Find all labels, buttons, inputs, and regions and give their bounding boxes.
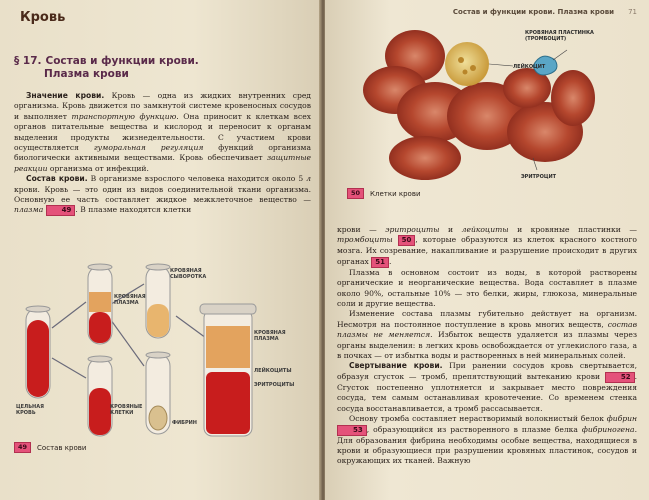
term-italic: фибрин: [606, 414, 637, 424]
label-line: ПЛАЗМА: [254, 336, 279, 342]
running-head-title: Состав и функции крови. Плазма крови: [452, 8, 615, 16]
text-span: крови. Кровь — это один из видов соединительной ткани организма. Основную ее часть составляет жидкое межклеточное вещество —: [14, 184, 311, 205]
label-line: КЛЕТКИ: [110, 410, 134, 416]
paragraph-fibrin: [337, 414, 637, 467]
label-line: ЦЕЛЬНАЯ: [16, 404, 44, 410]
tube-serum: [146, 264, 170, 338]
term-italic: фибриногена.: [581, 424, 637, 434]
tube-plasma: [88, 264, 112, 344]
text-span: .: [388, 256, 392, 266]
label-whole-blood: [16, 404, 44, 416]
figure-ref-badge[interactable]: 53: [337, 425, 367, 436]
tube-cells: [88, 356, 112, 436]
label-leukocytes: ЛЕЙКОЦИТЫ: [254, 368, 292, 374]
label-line: (ТРОМБОЦИТ): [525, 36, 567, 42]
paragraph-title-line-2: Плазма крови: [44, 68, 129, 80]
label-cells: [110, 404, 143, 416]
label-line: СЫВОРОТКА: [170, 274, 207, 280]
section-title: Кровь: [20, 10, 66, 25]
text-span: Кровь — одна из жидких внутренних сред организма. Кровь движется по замкнутой системе кровеносных сосудов и выполняет: [14, 91, 311, 121]
text-span: В организме взрослого человека находится около 5: [87, 174, 307, 184]
label-erythrocyte: ЭРИТРОЦИТ: [521, 174, 557, 180]
label-line: КРОВЯНАЯ: [114, 294, 146, 300]
text-span: и: [439, 225, 462, 234]
text-span: и кровяные пластинки —: [508, 225, 638, 234]
paragraph-number: § 17.: [14, 55, 42, 67]
label-platelet: [525, 30, 594, 42]
text-span: Изменение состава плазмы губительно действует на организм. Несмотря на постоянное поступление в кровь многих веществ,: [337, 309, 637, 329]
term-italic: транспортную функцию.: [71, 111, 179, 121]
text-span: Для образования фибрина необходимы особые вещества, находящиеся в крови и образующиеся при разрушении кровяных пластинок, сосудов и окружающих их тканей. Важную: [337, 435, 637, 466]
text-span: . Сгусток постепенно уплотняется и закрывает место повреждения сосуда, тем самым останавливая кровотечение. Со временем стенка сосуда восстанавливается, а тромб рассасывается.: [337, 371, 637, 413]
right-page: [325, 0, 649, 500]
right-body-text: [337, 225, 637, 467]
label-fibrin: ФИБРИН: [172, 420, 197, 426]
term-italic: состав плазмы не меняется.: [337, 319, 637, 340]
label-leukocyte: ЛЕЙКОЦИТ: [513, 64, 546, 70]
label-line: ПЛАЗМА: [114, 300, 139, 306]
label-line: КРОВЯНАЯ ПЛАСТИНКА: [525, 30, 594, 36]
running-head: [337, 8, 637, 16]
leukocyte: [445, 42, 489, 86]
figure-ref-badge[interactable]: 49: [46, 205, 76, 216]
text-span: При ранении сосудов кровь свертывается, образуя сгусток — тромб, препятствующий вытеканию крови: [337, 361, 638, 381]
text-span: Избыток веществ удаляется из плазмы через органы выделения: в легких кровь освобождается от углекислого газа, а в почках — от избытка воды и растворенных в ней минеральных солей.: [337, 330, 637, 361]
term-italic: эритроциты: [385, 225, 440, 234]
figure-ref-badge[interactable]: 51: [371, 257, 389, 268]
label-line: КРОВЯНАЯ: [254, 330, 286, 336]
text-span: Она приносит к клеткам всех органов питательные вещества и кислород и переносит к органам выделения продукты жизнедеятельности. С участием крови осуществляется: [14, 111, 311, 153]
caption-text: Клетки крови: [370, 189, 421, 198]
subheading-coagulation: Свертывание крови.: [349, 361, 443, 371]
figure-ref-badge[interactable]: 52: [605, 372, 635, 383]
caption-badge[interactable]: 49: [14, 442, 31, 453]
text-span: , которые образуются из клеток красного костного мозга. Их созревание, накапливание и разрушение происходит в других органах: [337, 235, 637, 266]
tube-fibrin: [146, 352, 170, 434]
page-number: 71: [628, 8, 637, 16]
text-span: крови —: [337, 225, 386, 234]
term-italic: лейкоциты: [461, 225, 509, 234]
paragraph-coagulation: [337, 361, 637, 414]
caption-text: Состав крови: [37, 443, 87, 452]
blood-cells-figure: [337, 20, 637, 188]
left-body-text: [14, 91, 311, 216]
text-span: . В плазме находятся клетки: [75, 205, 192, 215]
label-serum: [170, 268, 206, 280]
jar-separated-blood: [200, 304, 256, 436]
text-span: организма от инфекций.: [47, 163, 149, 173]
paragraph-blood-role: [14, 91, 311, 174]
term-italic: тромбоциты: [337, 235, 393, 245]
term-italic: л: [306, 174, 311, 184]
subheading-blood-role: Значение крови.: [26, 91, 105, 100]
term-italic: защитные реакции: [14, 153, 311, 173]
paragraph-cells: [337, 225, 637, 268]
label-line: КРОВЬ: [16, 410, 36, 416]
term-italic: плазма: [14, 205, 44, 215]
label-erythrocytes: ЭРИТРОЦИТЫ: [254, 382, 295, 388]
label-line: КРОВЯНАЯ: [170, 268, 202, 274]
label-plasma: [114, 294, 146, 306]
tube-whole-blood: [26, 306, 50, 398]
label-line: КРОВЯНЫЕ: [110, 404, 143, 410]
figure-49-caption: [14, 442, 86, 453]
text-span: функций организма биологически активными веществами. Кровь обеспечивает: [14, 143, 311, 163]
figure-ref-badge[interactable]: 50: [398, 235, 416, 246]
subheading-blood-composition: Состав крови.: [26, 174, 88, 184]
paragraph-plasma: Плазма в основном состоит из воды, в которой растворены органические и неорганические вещества. Вода составляет в плазме около 90%, остальные 10% — это белки, жиры, глюкоза, минеральные соли и другие вещества.: [337, 267, 637, 309]
left-page: [0, 0, 321, 500]
paragraph-blood-composition: [14, 174, 311, 216]
term-italic: гуморальная регуляция: [93, 143, 204, 153]
blood-composition-figure: [10, 258, 310, 458]
text-span: , образующийся из растворенного в плазме белка: [366, 424, 582, 434]
text-span: Основу тромба составляет нерастворимый волокнистый белок: [349, 414, 607, 424]
paragraph-title-line-1: Состав и функции крови.: [45, 55, 199, 67]
figure-50-caption: [347, 188, 421, 199]
caption-badge[interactable]: 50: [347, 188, 364, 199]
label-jar-plasma: [254, 330, 286, 342]
paragraph-heading: [14, 55, 311, 81]
paragraph-plasma-change: [337, 309, 637, 361]
